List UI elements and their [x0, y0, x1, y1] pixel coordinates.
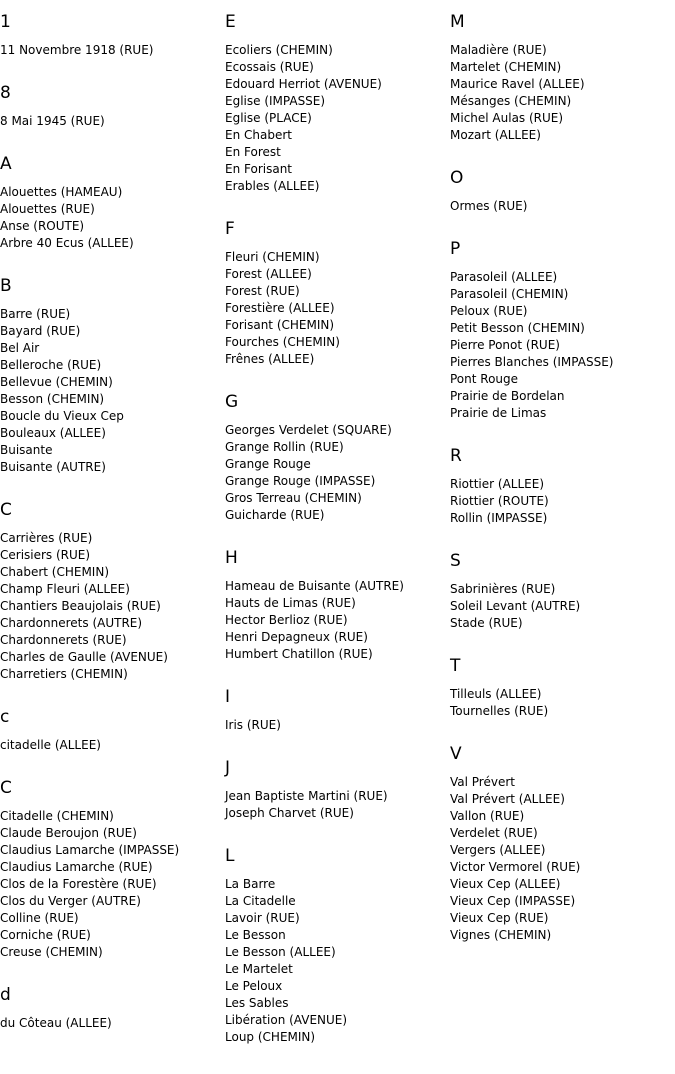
street-name-link[interactable]: Fleuri (CHEMIN)	[225, 250, 320, 264]
street-name-link[interactable]: Forest (RUE)	[225, 284, 300, 298]
street-name-link[interactable]: Maladière (RUE)	[450, 43, 547, 57]
street-name-link[interactable]: Hameau de Buisante (AUTRE)	[225, 579, 404, 593]
street-list	[0, 42, 225, 59]
street-name-link[interactable]: Val Prévert (ALLEE)	[450, 792, 565, 806]
street-name-link[interactable]: du Côteau (ALLEE)	[0, 1016, 112, 1030]
street-name-link[interactable]: Buisante (AUTRE)	[0, 460, 106, 474]
street-name-link[interactable]: Peloux (RUE)	[450, 304, 528, 318]
street-list	[0, 737, 225, 754]
street-name-link[interactable]: Eglise (PLACE)	[225, 111, 312, 125]
street-name-link[interactable]: Humbert Chatillon (RUE)	[225, 647, 373, 661]
street-list	[0, 808, 225, 961]
street-name-link[interactable]: Anse (ROUTE)	[0, 219, 85, 233]
street-name-link[interactable]: Sabrinières (RUE)	[450, 582, 556, 596]
street-name-link[interactable]: Riottier (ALLEE)	[450, 477, 544, 491]
street-name-link[interactable]: Bellevue (CHEMIN)	[0, 375, 113, 389]
street-name-link[interactable]: Vallon (RUE)	[450, 809, 525, 823]
street-name-link[interactable]: Bel Air	[0, 341, 40, 355]
street-name-link[interactable]: Bayard (RUE)	[0, 324, 81, 338]
letter-section	[225, 687, 450, 734]
street-list	[225, 42, 450, 195]
street-index-column-3	[450, 0, 675, 968]
letter-section	[0, 778, 225, 961]
street-name-link[interactable]: Michel Aulas (RUE)	[450, 111, 564, 125]
street-name-link[interactable]: Hector Berlioz (RUE)	[225, 613, 348, 627]
street-name-link[interactable]: Parasoleil (CHEMIN)	[450, 287, 569, 301]
street-name-link[interactable]: Mésanges (CHEMIN)	[450, 94, 572, 108]
street-name-link[interactable]: Grange Rollin (RUE)	[225, 440, 344, 454]
letter-section	[0, 500, 225, 683]
street-list	[225, 249, 450, 368]
letter-section	[0, 707, 225, 754]
street-name-link[interactable]: Forisant (CHEMIN)	[225, 318, 335, 332]
section-letter-heading: R	[450, 446, 462, 466]
street-list	[450, 774, 675, 944]
letter-section	[225, 219, 450, 368]
street-list	[450, 269, 675, 422]
section-letter-heading: F	[225, 219, 235, 239]
street-name-link[interactable]: Lavoir (RUE)	[225, 911, 300, 925]
section-letter-heading: A	[0, 154, 12, 174]
section-letter-heading: B	[0, 276, 12, 296]
street-list	[450, 198, 675, 215]
street-name-link[interactable]: Maurice Ravel (ALLEE)	[450, 77, 585, 91]
street-name-link[interactable]: Clos de la Forestère (RUE)	[0, 877, 157, 891]
letter-section	[450, 656, 675, 720]
street-name-link[interactable]: Vieux Cep (IMPASSE)	[450, 894, 576, 908]
street-name-link[interactable]: Val Prévert	[450, 775, 515, 789]
street-name-link[interactable]: Parasoleil (ALLEE)	[450, 270, 558, 284]
street-list	[225, 578, 450, 663]
street-name-link[interactable]: Grange Rouge (IMPASSE)	[225, 474, 376, 488]
section-letter-heading: c	[0, 707, 10, 727]
letter-section	[0, 985, 225, 1032]
street-name-link[interactable]: Stade (RUE)	[450, 616, 523, 630]
street-name-link[interactable]: Libération (AVENUE)	[225, 1013, 348, 1027]
street-name-link[interactable]: Mozart (ALLEE)	[450, 128, 541, 142]
street-name-link[interactable]: Martelet (CHEMIN)	[450, 60, 562, 74]
street-list	[0, 530, 225, 683]
street-name-link[interactable]: Le Peloux	[225, 979, 283, 993]
street-name-link[interactable]: 11 Novembre 1918 (RUE)	[0, 43, 154, 57]
section-letter-heading: J	[225, 758, 231, 778]
street-name-link[interactable]: Claude Beroujon (RUE)	[0, 826, 137, 840]
street-name-link[interactable]: Le Martelet	[225, 962, 293, 976]
street-list	[450, 476, 675, 527]
section-letter-heading: I	[225, 687, 231, 707]
letter-section	[0, 12, 225, 59]
street-name-link[interactable]: Clos du Verger (AUTRE)	[0, 894, 141, 908]
section-letter-heading: 8	[0, 83, 11, 103]
street-name-link[interactable]: En Forisant	[225, 162, 293, 176]
street-name-link[interactable]: Chabert (CHEMIN)	[0, 565, 110, 579]
street-list	[0, 1015, 225, 1032]
street-name-link[interactable]: Boucle du Vieux Cep	[0, 409, 124, 423]
street-name-link[interactable]: Erables (ALLEE)	[225, 179, 320, 193]
section-letter-heading: H	[225, 548, 238, 568]
street-name-link[interactable]: Ecoliers (CHEMIN)	[225, 43, 333, 57]
street-name-link[interactable]: Vieux Cep (ALLEE)	[450, 877, 561, 891]
section-letter-heading: O	[450, 168, 464, 188]
street-name-link[interactable]: Belleroche (RUE)	[0, 358, 102, 372]
street-name-link[interactable]: Petit Besson (CHEMIN)	[450, 321, 585, 335]
letter-section	[450, 551, 675, 632]
street-name-link[interactable]: Pierre Ponot (RUE)	[450, 338, 560, 352]
section-letter-heading: V	[450, 744, 462, 764]
street-name-link[interactable]: Fourches (CHEMIN)	[225, 335, 340, 349]
street-list	[225, 422, 450, 524]
street-name-link[interactable]: Arbre 40 Ecus (ALLEE)	[0, 236, 134, 250]
street-list	[450, 42, 675, 144]
street-name-link[interactable]: Tilleuls (ALLEE)	[450, 687, 542, 701]
street-name-link[interactable]: Cerisiers (RUE)	[0, 548, 91, 562]
street-name-link[interactable]: Alouettes (HAMEAU)	[0, 185, 123, 199]
street-list	[225, 717, 450, 734]
street-name-link[interactable]: La Citadelle	[225, 894, 296, 908]
street-list	[0, 113, 225, 130]
street-list	[225, 876, 450, 1046]
street-list	[0, 306, 225, 476]
section-letter-heading: G	[225, 392, 239, 412]
street-name-link[interactable]: En Chabert	[225, 128, 292, 142]
section-letter-heading: d	[0, 985, 11, 1005]
street-name-link[interactable]: Besson (CHEMIN)	[0, 392, 105, 406]
street-name-link[interactable]: Alouettes (RUE)	[0, 202, 95, 216]
street-list	[0, 184, 225, 252]
section-letter-heading: 1	[0, 12, 11, 32]
street-name-link[interactable]: Charles de Gaulle (AVENUE)	[0, 650, 168, 664]
street-name-link[interactable]: Chardonnerets (RUE)	[0, 633, 127, 647]
street-name-link[interactable]: Vignes (CHEMIN)	[450, 928, 552, 942]
street-index-column-2	[225, 0, 450, 1070]
street-name-link[interactable]: Forestière (ALLEE)	[225, 301, 335, 315]
street-name-link[interactable]: La Barre	[225, 877, 276, 891]
letter-section	[225, 548, 450, 663]
street-name-link[interactable]: Le Besson	[225, 928, 286, 942]
letter-section	[450, 239, 675, 422]
street-name-link[interactable]: Ormes (RUE)	[450, 199, 528, 213]
letter-section	[225, 12, 450, 195]
street-name-link[interactable]: Charretiers (CHEMIN)	[0, 667, 128, 681]
section-letter-heading: C	[0, 778, 12, 798]
street-name-link[interactable]: Les Sables	[225, 996, 289, 1010]
street-name-link[interactable]: 8 Mai 1945 (RUE)	[0, 114, 105, 128]
section-letter-heading: E	[225, 12, 236, 32]
street-name-link[interactable]: Chantiers Beaujolais (RUE)	[0, 599, 161, 613]
street-index-column-1	[0, 0, 225, 1056]
street-name-link[interactable]: Citadelle (CHEMIN)	[0, 809, 114, 823]
street-name-link[interactable]: Ecossais (RUE)	[225, 60, 314, 74]
street-name-link[interactable]: Pont Rouge	[450, 372, 519, 386]
street-name-link[interactable]: Rollin (IMPASSE)	[450, 511, 548, 525]
letter-section	[225, 392, 450, 524]
section-letter-heading: T	[450, 656, 461, 676]
street-name-link[interactable]: Verdelet (RUE)	[450, 826, 538, 840]
street-name-link[interactable]: Corniche (RUE)	[0, 928, 91, 942]
section-letter-heading: P	[450, 239, 461, 259]
street-name-link[interactable]: Forest (ALLEE)	[225, 267, 312, 281]
section-letter-heading: M	[450, 12, 465, 32]
street-name-link[interactable]: Chardonnerets (AUTRE)	[0, 616, 143, 630]
street-name-link[interactable]: Bouleaux (ALLEE)	[0, 426, 106, 440]
street-name-link[interactable]: Victor Vermorel (RUE)	[450, 860, 581, 874]
street-name-link[interactable]: Frênes (ALLEE)	[225, 352, 315, 366]
street-name-link[interactable]: Soleil Levant (AUTRE)	[450, 599, 581, 613]
street-name-link[interactable]: Creuse (CHEMIN)	[0, 945, 103, 959]
street-name-link[interactable]: Riottier (ROUTE)	[450, 494, 549, 508]
letter-section	[0, 276, 225, 476]
street-name-link[interactable]: Tournelles (RUE)	[450, 704, 549, 718]
street-name-link[interactable]: En Forest	[225, 145, 281, 159]
letter-section	[450, 12, 675, 144]
street-name-link[interactable]: Grange Rouge	[225, 457, 311, 471]
street-name-link[interactable]: Prairie de Bordelan	[450, 389, 565, 403]
street-name-link[interactable]: Vieux Cep (RUE)	[450, 911, 549, 925]
section-letter-heading: S	[450, 551, 461, 571]
street-name-link[interactable]: Eglise (IMPASSE)	[225, 94, 326, 108]
street-name-link[interactable]: Iris (RUE)	[225, 718, 281, 732]
street-name-link[interactable]: Georges Verdelet (SQUARE)	[225, 423, 392, 437]
letter-section	[225, 758, 450, 822]
street-name-link[interactable]: Guicharde (RUE)	[225, 508, 325, 522]
street-name-link[interactable]: Le Besson (ALLEE)	[225, 945, 336, 959]
street-name-link[interactable]: Joseph Charvet (RUE)	[225, 806, 354, 820]
street-name-link[interactable]: Buisante	[0, 443, 53, 457]
street-name-link[interactable]: Colline (RUE)	[0, 911, 79, 925]
letter-section	[0, 154, 225, 252]
street-name-link[interactable]: citadelle (ALLEE)	[0, 738, 101, 752]
street-name-link[interactable]: Prairie de Limas	[450, 406, 547, 420]
street-name-link[interactable]: Claudius Lamarche (RUE)	[0, 860, 153, 874]
street-name-link[interactable]: Vergers (ALLEE)	[450, 843, 546, 857]
street-name-link[interactable]: Carrières (RUE)	[0, 531, 93, 545]
street-name-link[interactable]: Champ Fleuri (ALLEE)	[0, 582, 130, 596]
letter-section	[0, 83, 225, 130]
street-list	[225, 788, 450, 822]
street-name-link[interactable]: Loup (CHEMIN)	[225, 1030, 316, 1044]
section-letter-heading: C	[0, 500, 12, 520]
street-list	[450, 686, 675, 720]
street-name-link[interactable]: Claudius Lamarche (IMPASSE)	[0, 843, 180, 857]
letter-section	[450, 168, 675, 215]
letter-section	[225, 846, 450, 1046]
street-name-link[interactable]: Hauts de Limas (RUE)	[225, 596, 356, 610]
street-list	[450, 581, 675, 632]
street-name-link[interactable]: Barre (RUE)	[0, 307, 71, 321]
street-name-link[interactable]: Pierres Blanches (IMPASSE)	[450, 355, 614, 369]
section-letter-heading: L	[225, 846, 235, 866]
street-name-link[interactable]: Edouard Herriot (AVENUE)	[225, 77, 382, 91]
street-name-link[interactable]: Henri Depagneux (RUE)	[225, 630, 368, 644]
street-name-link[interactable]: Jean Baptiste Martini (RUE)	[225, 789, 388, 803]
letter-section	[450, 744, 675, 944]
letter-section	[450, 446, 675, 527]
street-name-link[interactable]: Gros Terreau (CHEMIN)	[225, 491, 362, 505]
